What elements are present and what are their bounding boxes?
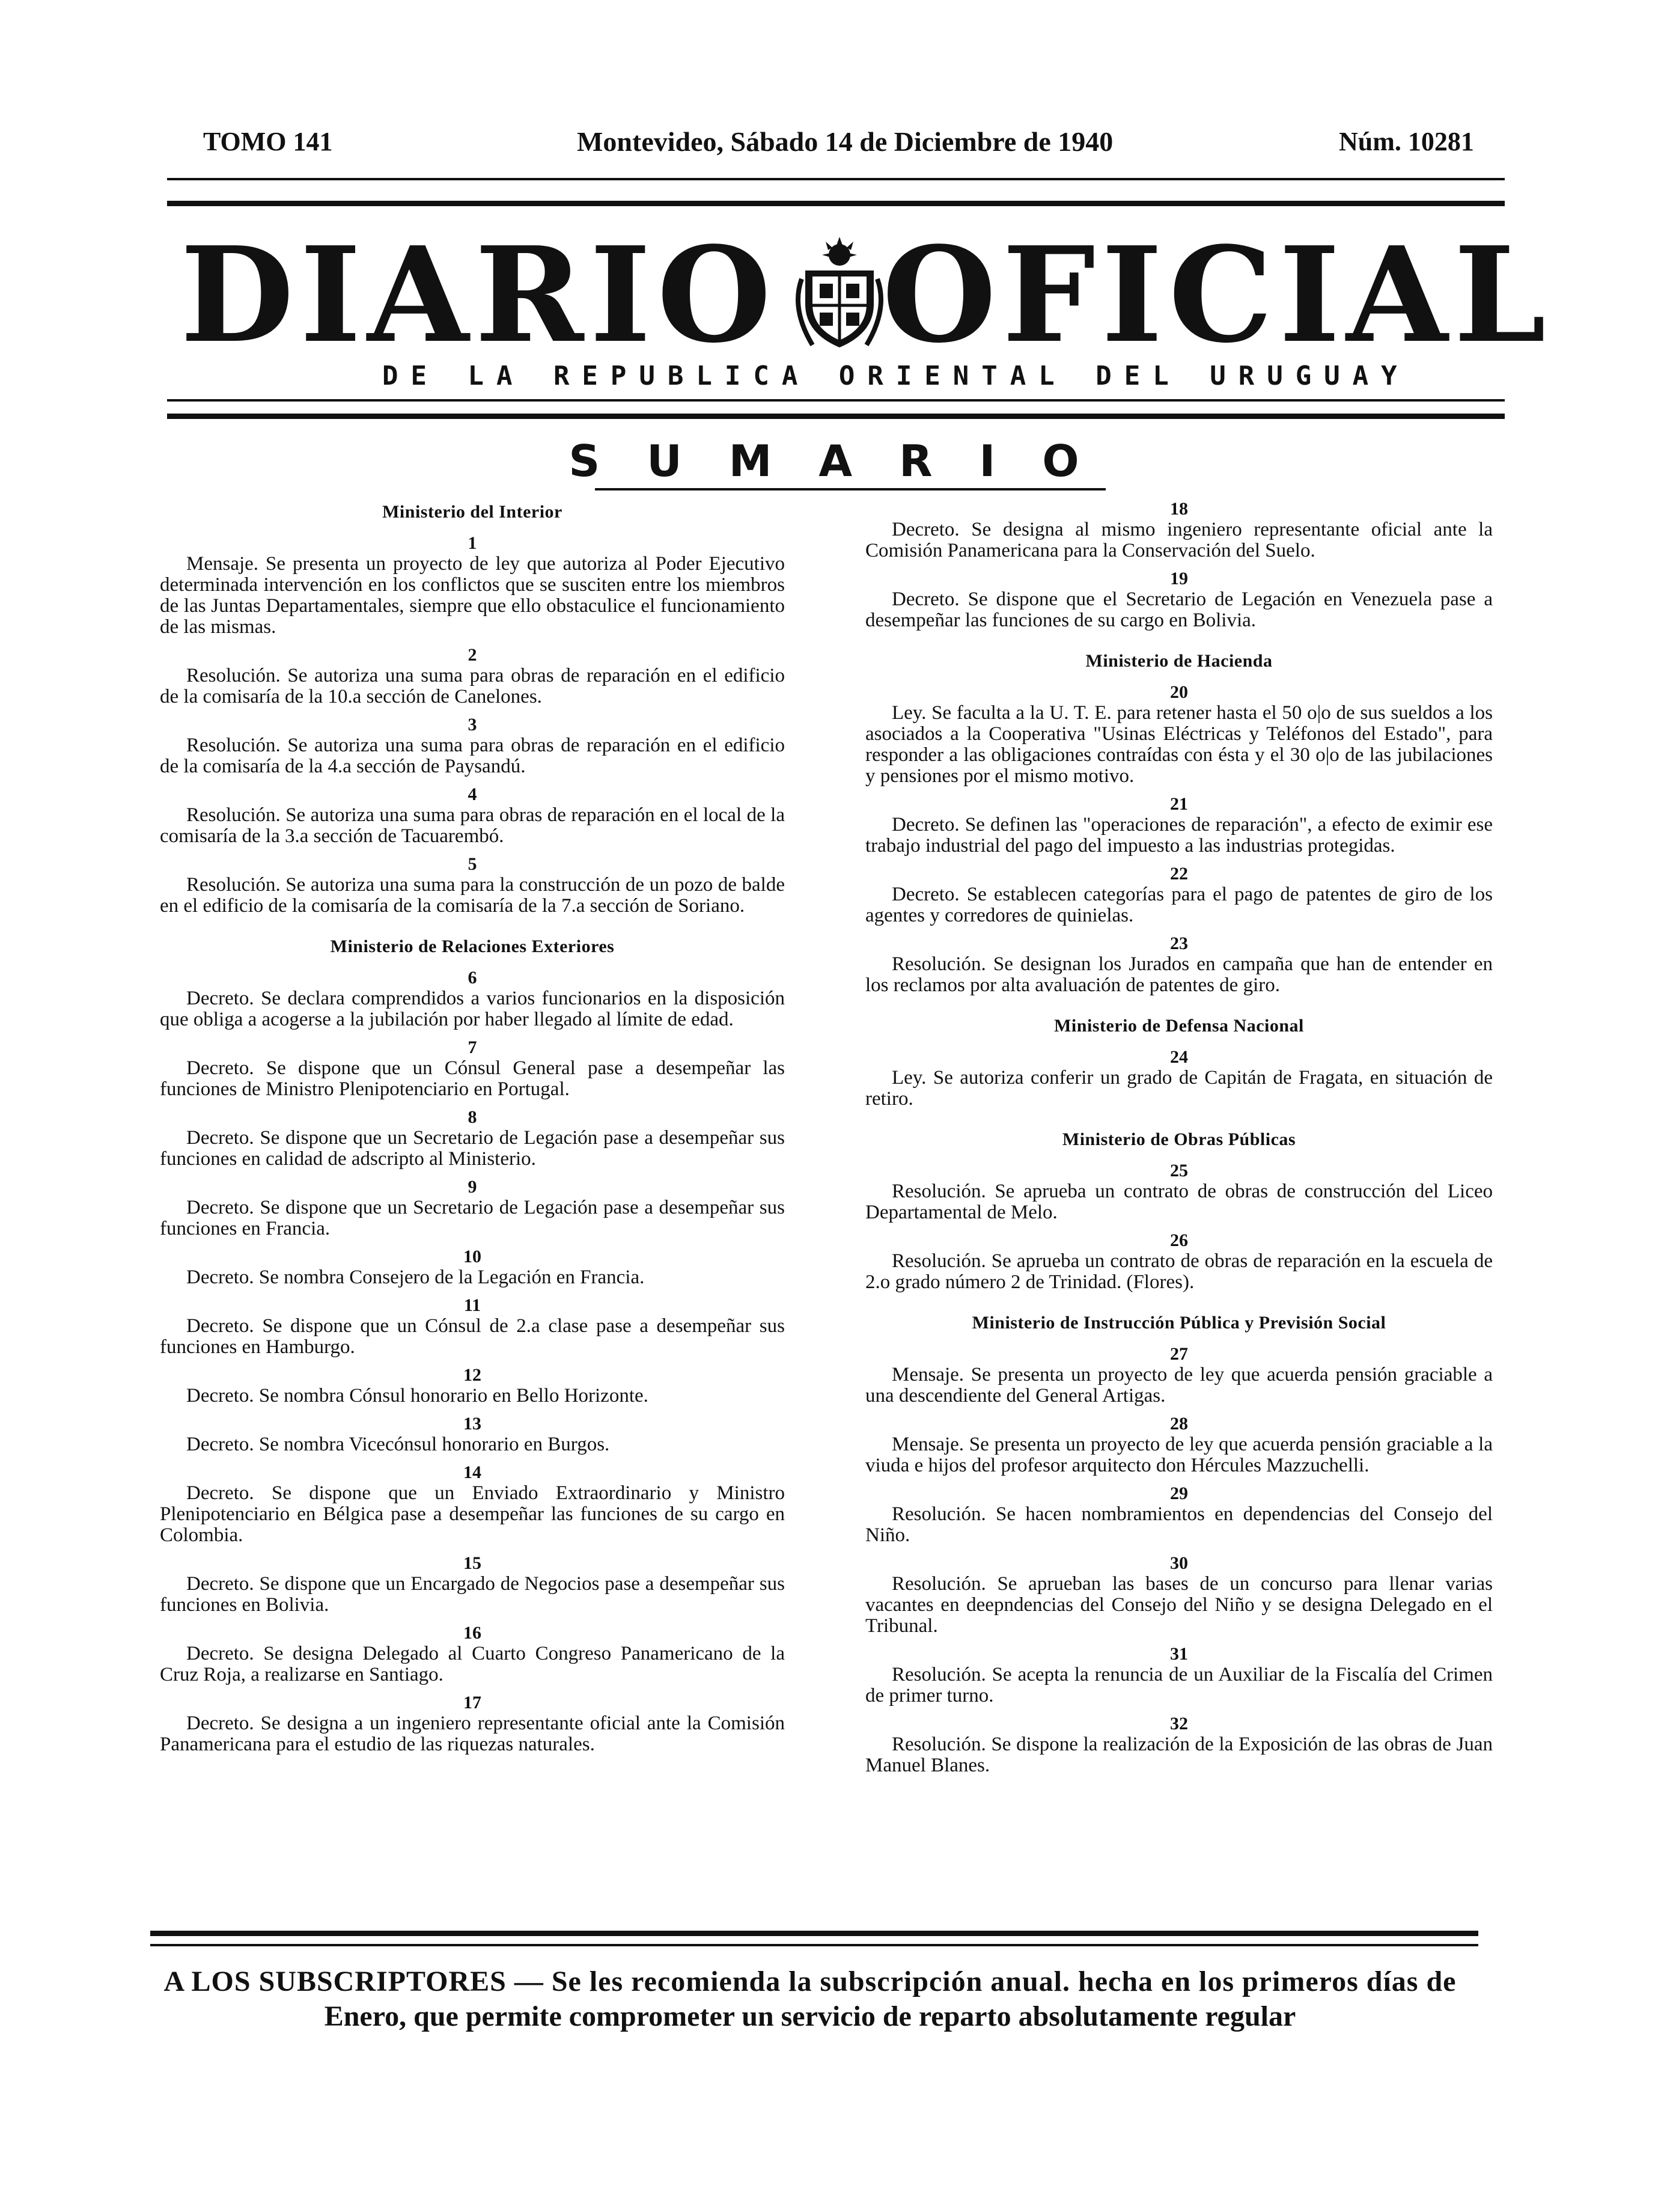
entry-number: 5 xyxy=(468,854,477,874)
entry-text: Decreto. Se dispone que un Enviado Extraordinario y Ministro Plenipotenciario en Bélgica pase a desempeñar las funciones de su cargo en Colombia. xyxy=(160,1482,785,1546)
entry-number: 22 xyxy=(1170,864,1188,884)
entry-text: Resolución. Se dispone la realización de la Exposición de las obras de Juan Manuel Blanes. xyxy=(865,1734,1493,1776)
entry-text: Decreto. Se designa Delegado al Cuarto Congreso Panamericano de la Cruz Roja, a realizarse en Santiago. xyxy=(160,1643,785,1685)
entry-text: Decreto. Se dispone que el Secretario de Legación en Venezuela pase a desempeñar las funciones de su cargo en Bolivia. xyxy=(865,588,1493,631)
summary-entry xyxy=(865,1047,1493,1110)
subscribers-notice-line-2: Enero, que permite comprometer un servicio de reparto absolutamente regular xyxy=(324,2000,1296,2032)
masthead-title-right: OFICIAL xyxy=(882,218,1552,372)
entry-number: 21 xyxy=(1170,794,1188,814)
section-title: Ministerio de Hacienda xyxy=(1085,651,1273,671)
entry-text: Decreto. Se nombra Consejero de la Legación en Francia. xyxy=(186,1266,645,1288)
subscribers-notice-line-1: A LOS SUBSCRIPTORES — Se les recomienda la subscripción anual. hecha en los primeros días de xyxy=(163,1966,1457,1997)
entry-text: Decreto. Se nombra Vicecónsul honorario en Burgos. xyxy=(186,1434,610,1455)
right-column xyxy=(865,499,1493,1783)
masthead-rule-top xyxy=(167,399,1505,402)
summary-entry xyxy=(865,864,1493,926)
entry-text: Decreto. Se dispone que un Encargado de Negocios pase a desempeñar sus funciones en Bolivia. xyxy=(160,1573,785,1616)
summary-entry xyxy=(160,1177,785,1239)
summary-entry xyxy=(865,1483,1493,1546)
entry-text: Decreto. Se nombra Cónsul honorario en Bello Horizonte. xyxy=(186,1385,648,1407)
entry-text: Decreto. Se dispone que un Secretario de Legación pase a desempeñar sus funciones en Francia. xyxy=(160,1197,785,1239)
entry-number: 1 xyxy=(468,533,477,553)
entry-number: 17 xyxy=(463,1693,481,1712)
entry-text: Decreto. Se designa a un ingeniero representante oficial ante la Comisión Panamericana para el estudio de las riquezas naturales. xyxy=(160,1712,785,1755)
issue-number: Núm. 10281 xyxy=(1339,127,1474,156)
summary-entry xyxy=(160,1247,785,1288)
subscribers-notice xyxy=(143,1964,1477,2034)
summary-entry xyxy=(865,933,1493,996)
entry-text: Mensaje. Se presenta un proyecto de ley que autoriza al Poder Ejecutivo determinada intervención en los conflictos que se susciten entre los miembros de las Juntas Departamentales, siempre que ello obstaculice el funcionamiento de las mismas. xyxy=(160,553,785,638)
entry-number: 32 xyxy=(1170,1714,1188,1734)
entry-number: 3 xyxy=(468,715,477,735)
header-rule-top xyxy=(167,178,1505,180)
summary-heading-underline xyxy=(595,488,1106,490)
entry-text: Resolución. Se designan los Jurados en campaña que han de entender en los reclamos por alta avaluación de patentes de giro. xyxy=(865,953,1493,996)
entry-number: 28 xyxy=(1170,1414,1188,1434)
issue-date: Montevideo, Sábado 14 de Diciembre de 1940 xyxy=(577,126,1114,157)
entry-number: 15 xyxy=(463,1553,481,1573)
summary-entry xyxy=(160,715,785,777)
summary-entry xyxy=(865,499,1493,561)
entry-number: 12 xyxy=(463,1365,481,1385)
entry-text: Resolución. Se hacen nombramientos en dependencias del Consejo del Niño. xyxy=(865,1503,1493,1546)
entry-number: 30 xyxy=(1170,1553,1188,1573)
entry-number: 31 xyxy=(1170,1644,1188,1664)
summary-heading: SUMARIO xyxy=(568,436,1126,486)
header-rule-bottom xyxy=(167,201,1505,206)
entry-number: 2 xyxy=(468,645,477,665)
entry-number: 27 xyxy=(1170,1344,1188,1364)
section-title: Ministerio de Defensa Nacional xyxy=(1054,1016,1304,1036)
entry-number: 24 xyxy=(1170,1047,1188,1067)
entry-number: 6 xyxy=(468,968,477,988)
summary-entry xyxy=(160,1693,785,1755)
summary-entry xyxy=(160,1414,785,1455)
summary-entry xyxy=(160,1365,785,1407)
entry-number: 19 xyxy=(1170,569,1188,588)
summary-entry xyxy=(865,1414,1493,1476)
national-coat-of-arms-icon xyxy=(788,237,891,353)
entry-text: Resolución. Se aprueba un contrato de obras de construcción del Liceo Departamental de Melo. xyxy=(865,1181,1493,1223)
entry-number: 10 xyxy=(463,1247,481,1266)
summary-entry xyxy=(865,1344,1493,1407)
entry-number: 23 xyxy=(1170,933,1188,953)
summary-entry xyxy=(160,1295,785,1358)
footer-rule-top xyxy=(150,1931,1478,1936)
masthead xyxy=(180,218,1552,372)
entry-text: Decreto. Se dispone que un Secretario de Legación pase a desempeñar sus funciones en calidad de adscripto al Ministerio. xyxy=(160,1127,785,1170)
summary-entry xyxy=(865,1714,1493,1776)
entry-text: Mensaje. Se presenta un proyecto de ley que acuerda pensión graciable a una descendiente del General Artigas. xyxy=(865,1364,1493,1407)
entry-number: 25 xyxy=(1170,1161,1188,1181)
summary-entry xyxy=(160,533,785,638)
entry-text: Resolución. Se autoriza una suma para obras de reparación en el edificio de la comisaría de la 4.a sección de Paysandú. xyxy=(160,735,785,777)
summary-entry xyxy=(160,1037,785,1100)
entry-text: Resolución. Se autoriza una suma para obras de reparación en el edificio de la comisaría de la 10.a sección de Canelones. xyxy=(160,665,785,707)
summary-entry xyxy=(160,1623,785,1685)
section-title: Ministerio de Relaciones Exteriores xyxy=(330,936,615,956)
masthead-title-left: DIARIO xyxy=(180,218,778,372)
entry-number: 9 xyxy=(468,1177,477,1197)
entry-text: Decreto. Se designa al mismo ingeniero representante oficial ante la Comisión Panamericana para la Conservación del Suelo. xyxy=(865,519,1493,561)
volume-label: TOMO 141 xyxy=(203,127,333,156)
entry-number: 13 xyxy=(463,1414,481,1434)
entry-text: Decreto. Se declara comprendidos a varios funcionarios en la disposición que obliga a acogerse a la jubilación por haber llegado al límite de edad. xyxy=(160,988,785,1030)
entry-number: 18 xyxy=(1170,499,1188,519)
entry-text: Mensaje. Se presenta un proyecto de ley que acuerda pensión graciable a la viuda e hijos del profesor arquitecto don Hércules Mazzuchelli. xyxy=(865,1434,1493,1476)
entry-number: 20 xyxy=(1170,682,1188,702)
masthead-subtitle: DE LA REPUBLICA ORIENTAL DEL URUGUAY xyxy=(382,361,1410,391)
entry-text: Ley. Se faculta a la U. T. E. para retener hasta el 50 o|o de sus sueldos a los asociados a la Cooperativa "Usinas Eléctricas y Teléfonos del Estado", para responder a las obligaciones contraídas con ésta y el 30 o|o de las jubilaciones y pensiones por el mismo motivo. xyxy=(865,702,1493,787)
summary-entry xyxy=(865,682,1493,787)
masthead-rule-bottom xyxy=(167,414,1505,419)
entry-text: Decreto. Se definen las "operaciones de reparación", a efecto de eximir ese trabajo industrial del pago del impuesto a las industrias protegidas. xyxy=(865,814,1493,857)
summary-entry xyxy=(160,784,785,847)
entry-number: 16 xyxy=(463,1623,481,1643)
summary-entry xyxy=(160,968,785,1030)
section-title: Ministerio de Obras Públicas xyxy=(1062,1129,1296,1149)
entry-text: Resolución. Se acepta la renuncia de un Auxiliar de la Fiscalía del Crimen de primer turno. xyxy=(865,1664,1493,1706)
entry-text: Decreto. Se dispone que un Cónsul de 2.a clase pase a desempeñar sus funciones en Hamburgo. xyxy=(160,1315,785,1358)
entry-number: 14 xyxy=(463,1462,481,1482)
summary-entry xyxy=(160,1553,785,1616)
entry-text: Decreto. Se dispone que un Cónsul General pase a desempeñar las funciones de Ministro Plenipotenciario en Portugal. xyxy=(160,1057,785,1100)
entry-text: Ley. Se autoriza conferir un grado de Capitán de Fragata, en situación de retiro. xyxy=(865,1067,1493,1110)
entry-text: Resolución. Se aprueban las bases de un concurso para llenar varias vacantes en deepndencias del Consejo del Niño y se designa Delegado en el Tribunal. xyxy=(865,1573,1493,1637)
summary-entry xyxy=(865,569,1493,631)
entry-number: 29 xyxy=(1170,1483,1188,1503)
summary-entry xyxy=(160,1107,785,1170)
entry-number: 7 xyxy=(468,1037,477,1057)
entry-text: Resolución. Se autoriza una suma para obras de reparación en el local de la comisaría de la 3.a sección de Tacuarembó. xyxy=(160,804,785,847)
summary-entry xyxy=(865,1230,1493,1293)
left-column xyxy=(160,499,785,1762)
footer-rule-bottom xyxy=(150,1944,1478,1946)
entry-number: 4 xyxy=(468,784,477,804)
summary-entry xyxy=(160,1462,785,1546)
section-title: Ministerio de Instrucción Pública y Previsión Social xyxy=(972,1313,1386,1333)
summary-entry xyxy=(865,1553,1493,1637)
entry-number: 26 xyxy=(1170,1230,1188,1250)
summary-entry xyxy=(865,1644,1493,1706)
entry-text: Resolución. Se aprueba un contrato de obras de reparación en la escuela de 2.o grado número 2 de Trinidad. (Flores). xyxy=(865,1250,1493,1293)
entry-number: 11 xyxy=(463,1295,481,1315)
entry-text: Resolución. Se autoriza una suma para la construcción de un pozo de balde en el edificio de la comisaría de la comisaría de la 7.a sección de Soriano. xyxy=(160,874,785,917)
summary-entry xyxy=(865,1161,1493,1223)
summary-entry xyxy=(865,794,1493,857)
entry-text: Decreto. Se establecen categorías para el pago de patentes de giro de los agentes y corredores de quinielas. xyxy=(865,884,1493,926)
summary-entry xyxy=(160,854,785,917)
entry-number: 8 xyxy=(468,1107,477,1127)
section-title: Ministerio del Interior xyxy=(382,502,562,522)
summary-entry xyxy=(160,645,785,707)
